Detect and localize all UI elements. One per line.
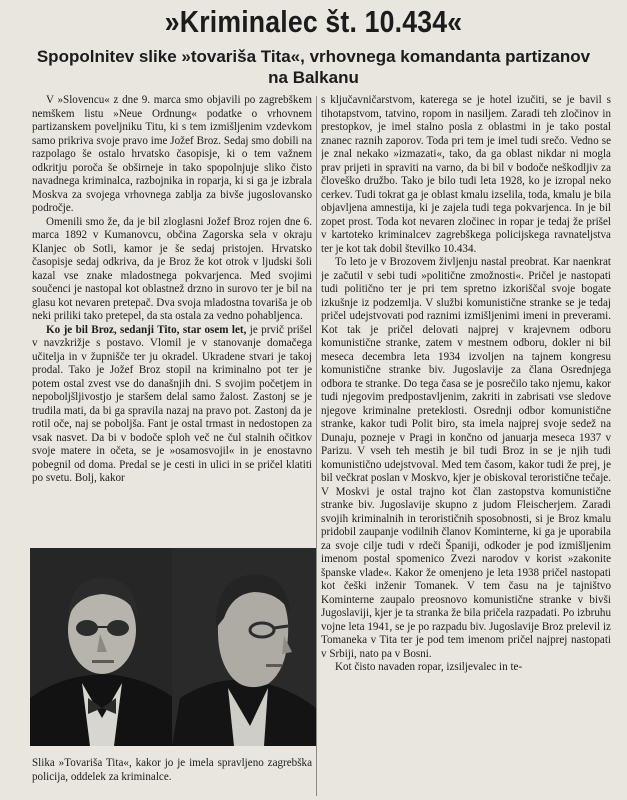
photo-portrait-profile — [172, 548, 316, 746]
paragraph — [32, 324, 312, 486]
paragraph: To leto je v Brozovem življenju nastal preobrat. Kar naenkrat je začutil v sebi tudi »politične zmožnosti«. Pričel je nastopati tudi politično ter je pri tem spretno izkoriščal svoje bogate izkušnje iz podzemlja. V službi komunistične stranke se je tedaj pričel udejstvovati pod raznimi izmišljenimi imeni in preverami. Kot tak je pričel delovati najprej v krajevnem odboru komunistične stranke, zatem v mestnem odboru, dokler ni bil meseca decembra leta 1934 izvoljen na tajnem kongresu komunistične stranke biv. Jugoslavije za člana Osrednjega odbora te stranke. Do tega časa se je posrečilo tako njemu, kakor tudi njegovim predpostavljenim, zakriti in zabrisati vse sledove njegove kriminalne preteklosti. Osrednji odbor komunistične stranke, kakor tudi Polit biro, sta imela najprej svoje sedež na Dunaju, pozneje v Pragi in končno od januarja meseca 1937 v Parizu. V vseh teh mestih je bil tudi Broz in se je njih tudi komunistično udejstvoval. Med tem časom, kakor tudi že prej, je bil večkrat poslan v Moskvo, kjer je obiskoval teroristične tečaje. V Moskvi je ostal trajno kot član zastopstva komunistične stranke biv. Jugoslavije skupno z judom Fleischerjem. Zaradi svojih kriminalnih in terorističnih sposobnosti, si je Broz kmalu pridobil zaupanje vodilnih članov Kominterne, ki ga je uporabila za svoje cilje tudi v rdeči Španiji, odkoder je pod izmišljenim imenom postal spomenico Zvezi narodov v korist »zakonite španske vlade«. Kakor že omenjeno je leta 1938 pričel nastopati kot češki inženir Tomanek. V tem času na je tajništvo Kominterne zaupalo preosnovo komunistične stranke v bivši Jugoslaviji, kjer je ta stranka že bila pričela razpadati. Po izbruhu vojne leta 1941, se je po razpadu biv. Jugoslavije Broz prelevil iz Tomaneka v Tita ter je pod tem imenom pričel najprej nastopati v Srbiji, nato pa v Bosni. — [321, 256, 611, 660]
paragraph-text: je prvič prišel v navzkrižje s postavo. Vlomil je v stanovanje domačega učitelja in v župnišče ter ju okradel. Ukradene stvari je takoj prodal. Tako je Jožef Broz stopil na kriminalno pot ter je potem ostal zvest vse do današnjih dni. S svojim početjem in nepoboljšljivostjo je staršem delal samo žalost. Zastonj se je trudila mati, da bi ga spravila nazaj na pravo pot. Zastonj da je rotil oče, naj se poboljša. Fant je ostal trmast in nedostopen za vsak nasvet. Da bi v bodoče sploh več ne čul stalnih očitkov svoje matere in očeta, se je »osamosvojil« in je enostavno pobegnil od doma. Predal se je cesti in ulici in se pričel klatiti po svetu. Bolj, kakor — [32, 323, 312, 484]
paragraph: Omenili smo že, da je bil zloglasni Jožef Broz rojen dne 6. marca 1892 v Kumanovcu, občina Zagorska sela v okraju Klanjec ob Sotli, kamor je še sedaj pristojen. Hrvatsko časopisje sedaj odkriva, da je Broz že kot otrok v ljudski šoli kazal vse znake mladostnega pokvarjenca. Med svojimi součenci je nastopal kot oblastnež drzno in surovo ter je bil na glasu kot nevaren pretepač. Dva svoja mladostna tovariša je ob neki priliki tako pretepel, da sta ostala za vedno pohabljenca. — [32, 215, 312, 322]
photo-caption: Slika »Tovariša Tita«, kakor jo je imela spravljeno zagrebška policija, oddelek za kriminalce. — [32, 757, 312, 783]
paragraph: s ključavničarstvom, katerega se je hotel izučiti, se je bavil s tihotapstvom, tatvino, ropom in nasiljem. Zaradi teh zločinov in prestopkov, je imel stalno posla z oblastmi in je tako postal znanec raznih zaporov. Toda pri tem je imel tudi srečo. Vedno se je znal nekako »izmazati«, tako, da ga oblast nikdar ni mogla prav prijeti in spraviti na varno, da bi bil v bodoče neškodljiv za človeško družbo. Tako je bilo tudi leta 1928, ko je izropal neko cerkev. Tudi tokrat ga je oblast kmalu izselila, toda, kmalu je bila objavljena amnestija, ki je zajela tudi tega pokvarjenca. In je bil zopet prost. Toda kot nevaren zločinec in ropar je tedaj že prišel v kartoteko kriminalcev zagrebškega policijskega ravnateljstva ter je kot tak dobil številko 10.434. — [321, 94, 611, 255]
paragraph-bold-lead: Ko je bil Broz, sedanji Tito, star osem let, — [46, 323, 247, 336]
photo-portrait-front — [30, 548, 174, 746]
right-column — [321, 94, 611, 800]
left-column — [32, 94, 312, 542]
paragraph: Kot čisto navaden ropar, izsiljevalec in te- — [335, 661, 523, 673]
article-headline: »Kriminalec št. 10.434« — [164, 4, 463, 39]
paragraph: V »Slovencu« z dne 9. marca smo objavili po zagrebškem nemškem listu »Neue Ordnung« podatke o vrhovnem partizanskem poveljniku Titu, ki s tem izmišljenim vzdevkom samo prikriva svoje pravo ime Jožef Broz. Sedaj smo dobili na razpolago še ostalo hrvatsko časopisje, ki o tem važnem odkritju poroča še obširneje in tako spopolnjuje sliko čisto navadnega kriminalca, razbojnika in roparja, ki si ga je izbrala Moskva za svojega vrhovnega zablja za bivše jugoslovansko področje. — [32, 94, 312, 214]
column-divider — [316, 96, 317, 796]
article-subheadline: Spopolnitev slike »tovariša Tita«, vrhovnega komandanta partizanov na Balkanu — [36, 47, 591, 87]
